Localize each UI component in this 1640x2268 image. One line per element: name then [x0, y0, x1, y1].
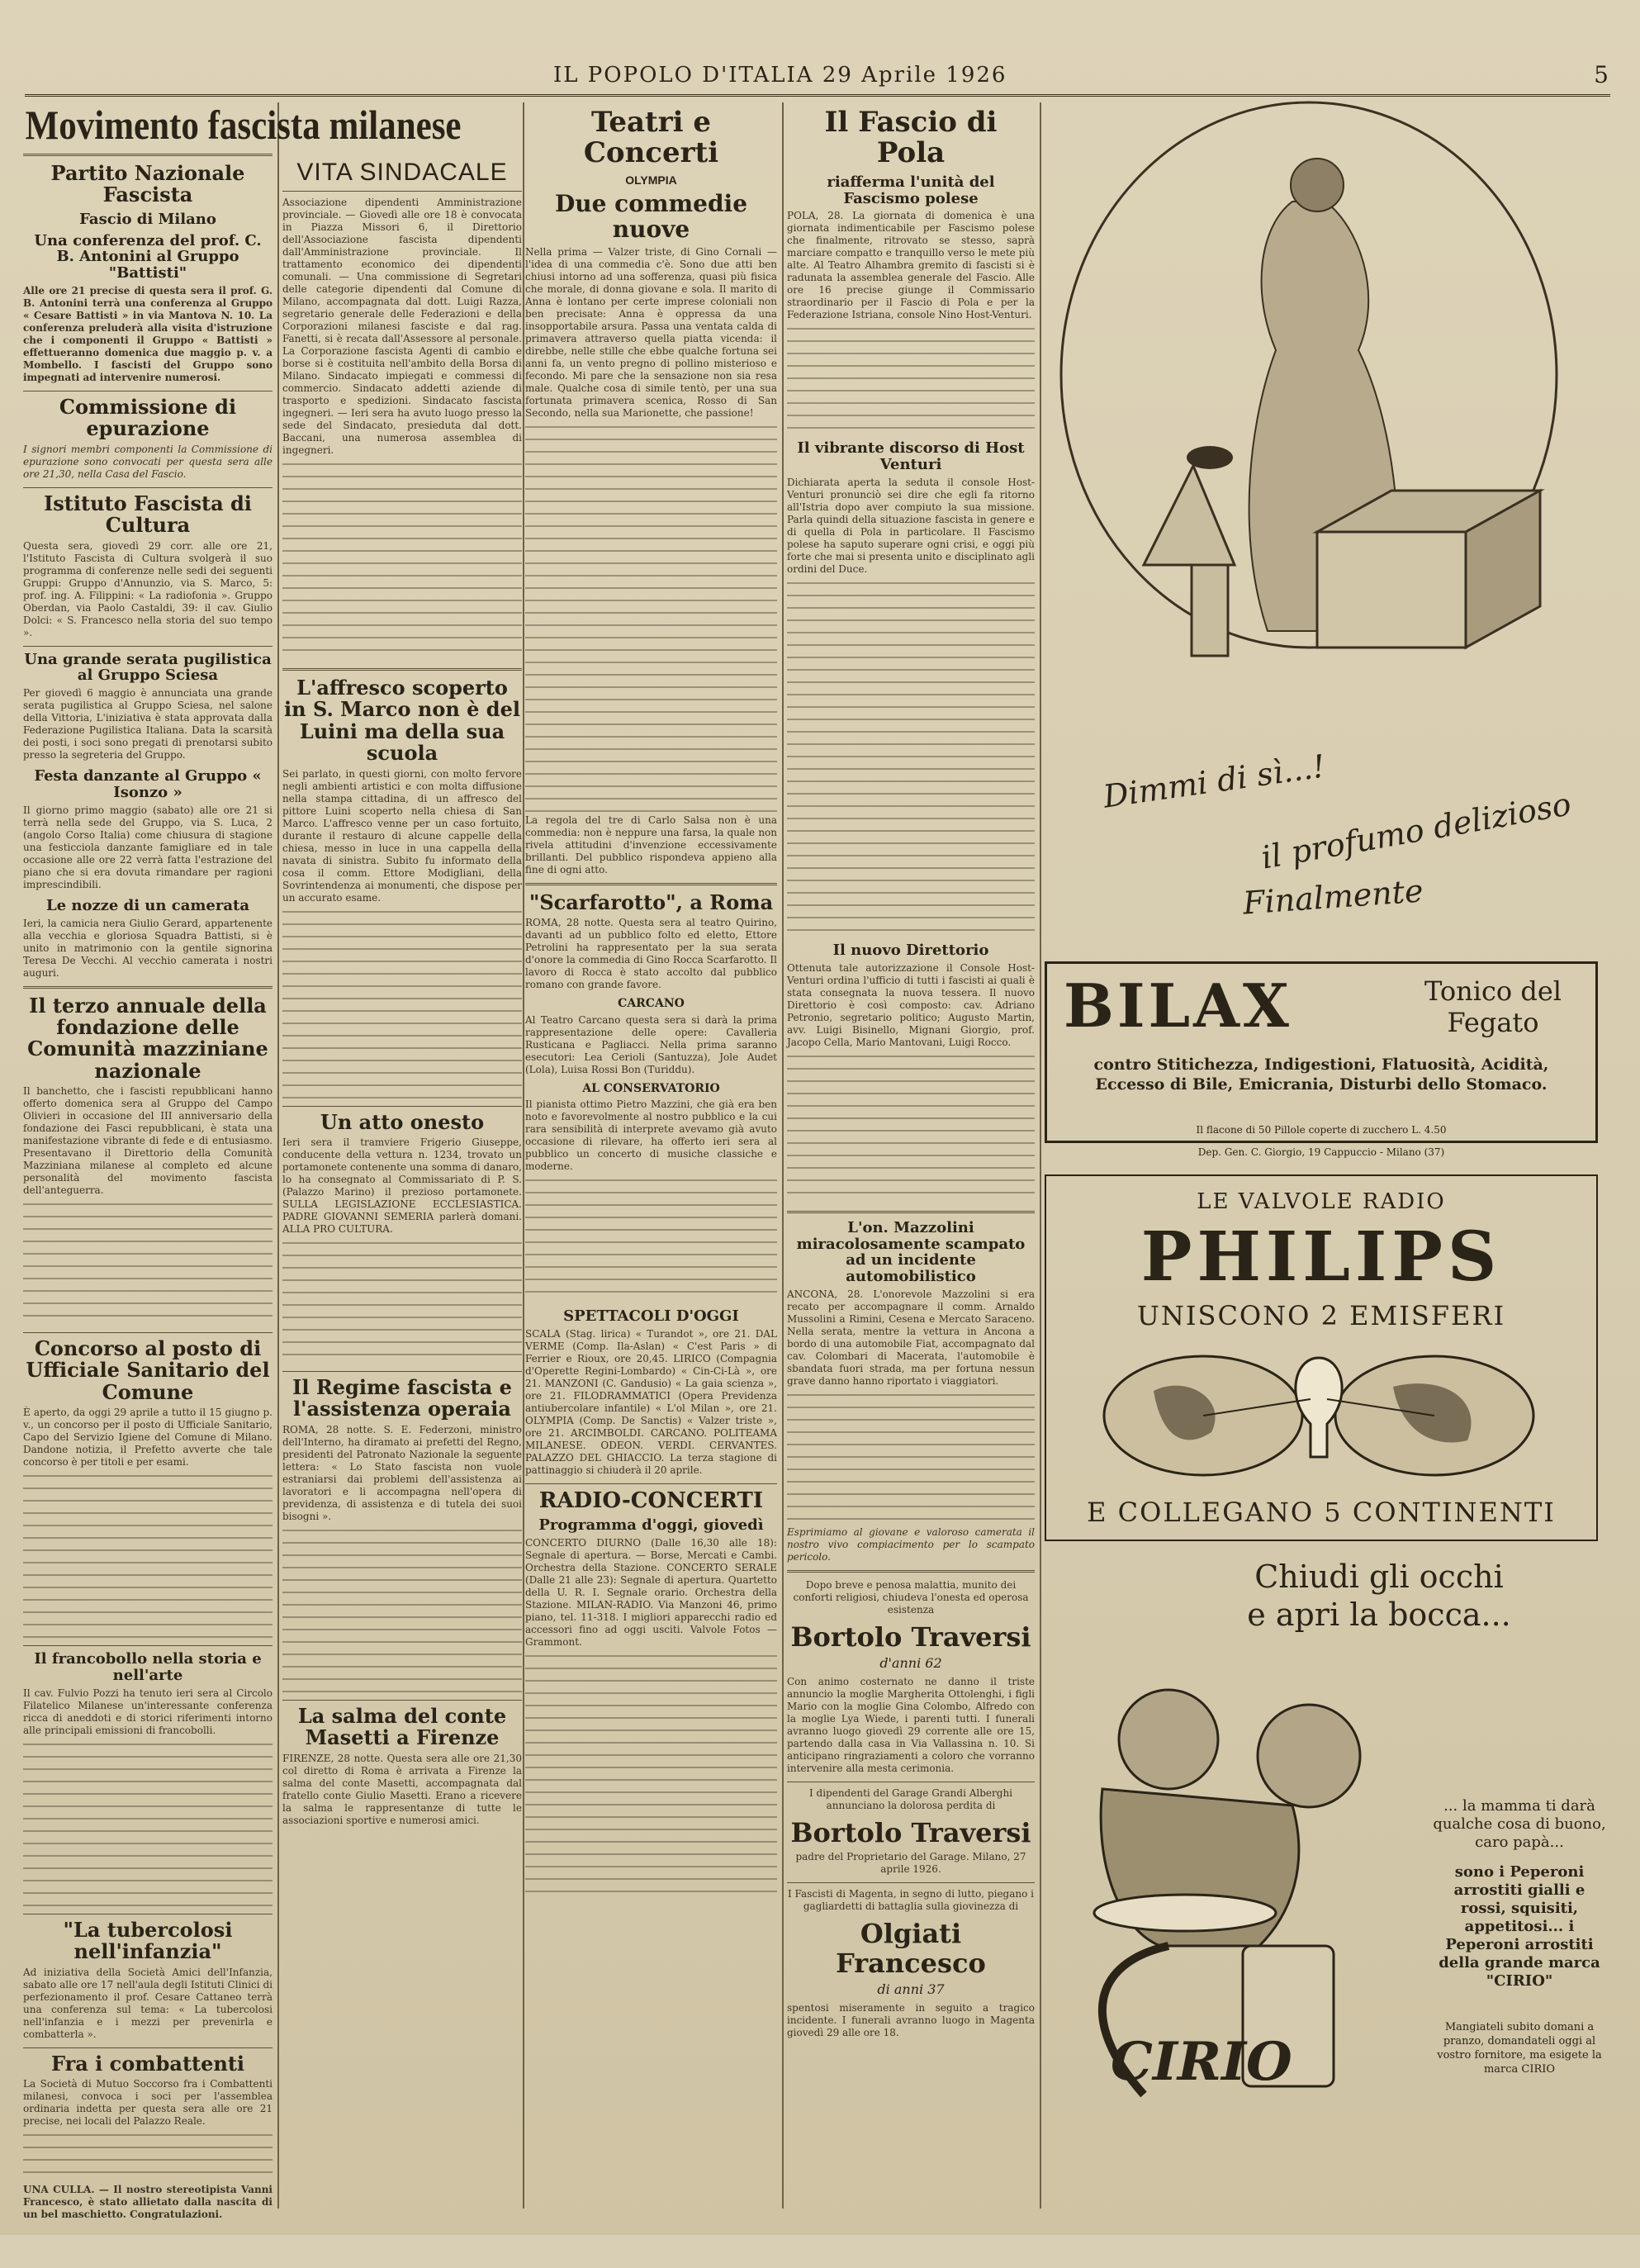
cirio-text: sono i Peperoni arrostiti gialli e rossi, squisiti, appetitosi... i Peperoni arrostiti della grande marca "CIRIO"	[1439, 1863, 1600, 1990]
cirio-ad	[1045, 1558, 1614, 2136]
headline: Una grande serata pugilistica al Gruppo Sciesa	[24, 650, 272, 685]
text-block	[282, 911, 522, 1101]
ad-signature: Finalmente	[1241, 872, 1424, 922]
article-text: È aperto, da oggi 29 aprile a tutto il 15 giugno p. v., un concorso per il posto di Ufficiale Sanitario, Capo del Servizio Igiene del Comune di Milano. Dandone notizia, il Prefetto avverte che tale concorso è per titoli e per esami.	[23, 1407, 273, 1469]
philips-slogan: UNISCONO 2 EMISFERI	[1136, 1300, 1506, 1331]
article-text: ROMA, 28 notte. Questa sera al teatro Quirino, davanti ad un pubblico folto ed eletto, Ettore Petrolini ha rappresentato per la sua serata d'onore la commedia di Gino Rocca Scarfarotto. Il lavoro di Rocca è stato accolto dal pubblico romano con grande favore.	[525, 917, 777, 991]
headline: Le nozze di un camerata	[45, 896, 249, 914]
article-text: CONCERTO DIURNO (Dalle 16,30 alle 18): Segnale di apertura. — Borse, Mercati e Cambi. Orchestra della Stazione. CONCERTO SERALE (Dalle 21 alle 23): Segnale di apertura. Quartetto della U. R. I. Segnale orario. Orchestra della Stazione. MILAN-RADIO. Via Manzoni 46, primo piano, tel. 11-318. I migliori apparecchi radio ed accessori fino ad oggi usciti. Valvole Fotos — Grammont.	[525, 1537, 777, 1649]
column-2	[282, 154, 522, 2268]
cirio-headline: Chiudi gli occhi	[1254, 1559, 1504, 1595]
headline: "Scarfarotto", a Roma	[528, 890, 774, 914]
headline: Il nuovo Direttorio	[832, 941, 989, 959]
philips-continents: E COLLEGANO 5 CONTINENTI	[1087, 1497, 1556, 1528]
headline: Programma d'oggi, giovedì	[538, 1516, 764, 1535]
article-text: Nella prima — Valzer triste, di Gino Cornali — l'idea di una commedia c'è. Sono due atti ben chiusi intorno ad una sofferenza, quasi più fisica che morale, di donna giovane e sola. Il marito di Anna è lontano per certe imprese coloniali non ben precisate: Anna è oppressa da una insopportabile arsura. Passa una ventata calda di primavera attraverso quella piatta vicenda: il direbbe, nelle stille che ebbe qualche fortuna sei anni fa, un vento pregno di pollino misterioso e fecondo. Mi pare che la sensazione non sia resa male. Qualche cosa di simile tentò, per una sua fortunata primavera scenica, Rosso di San Secondo, nella sua Marionette, che passione!	[525, 245, 777, 419]
obituary-age: d'anni 62	[879, 1655, 942, 1672]
perfume-illustration	[1045, 102, 1614, 747]
headline: Partito Nazionale Fascista	[50, 161, 245, 207]
headline: Festa danzante al Gruppo « Isonzo »	[34, 767, 262, 801]
article-text: SCALA (Stag. lirica) « Turandot », ore 21. DAL VERME (Comp. Ila-Aslan) « C'est Paris » di Ferrier e Rioux, ore 20,45. LIRICO (Compagnia d'Operette Regini-Lombardo) « Cin-Ci-Là », ore 21. MANZONI (C. Gandusio) « La gaia scienza », ore 21. FILODRAMMATICI (Opera Previdenza antiubercolare infantile) « L'ol Milan », ore 21. OLYMPIA (Comp. De Sanctis) « Valzer triste », ore 21. ARCIMBOLDI. CARCANO. POLITEAMA MILANESE. ODEON. VERDI. CERVANTES. PALAZZO DEL GHIACCIO. La terza stagione di pattinaggio si chiuderà il 20 aprile.	[525, 1327, 777, 1476]
text-block	[282, 463, 522, 662]
article-text: POLA, 28. La giornata di domenica è una giornata indimenticabile per Fascismo polese che finalmente, ritrovato se stesso, saprà marciare compatto e tranquillo verso le mete più alte. Al Teatro Alhambra gremito di fascisti si è radunata la assemblea generale del Fascio. Alle ore 16 precise giunge il Commissario straordinario per il Fascio di Pola e per la Federazione Istriana, console Nino Host-Venturi.	[787, 210, 1035, 321]
text-block	[23, 1475, 273, 1640]
philips-ad	[1045, 1174, 1598, 1541]
column-rule	[782, 102, 784, 2209]
ad-signature: Dimmi di sì...!	[1101, 747, 1328, 815]
obituary-text: spentosi miseramente in seguito a tragico incidente. I funerali avranno luogo in Magenta giovedì 29 alle ore 18.	[787, 2001, 1035, 2038]
globe-icon	[1088, 1341, 1550, 1482]
section-title: Movimento fascista milanese	[25, 102, 462, 148]
cirio-text: Mangiateli subito domani a pranzo, domandateli oggi al vostro fornitore, ma esigete la marca CIRIO	[1437, 2021, 1602, 2076]
article-text: Al Teatro Carcano questa sera si darà la prima rappresentazione delle opere: Cavalleria Rusticana e Pagliacci. Nella prima saranno esecutori: Lea Cerioli (Santuzza), Jole Audet (Lola), Luisa Rossi Bon (Turiddu).	[525, 1013, 777, 1075]
headline: Il vibrante discorso di Host Venturi	[797, 439, 1025, 474]
column-rule	[523, 102, 524, 2209]
headline: Fra i combattenti	[50, 2051, 245, 2076]
article-text: UNA CULLA. — Il nostro stereotipista Vanni Francesco, è stato allietato dalla nascita di un bel maschietto. Congratulazioni.	[23, 2184, 273, 2221]
headline: L'on. Mazzolini miracolosamente scampato ad un incidente automobilistico	[796, 1218, 1026, 1286]
headline: Commissione di epurazione	[59, 394, 237, 441]
headline: Un atto onesto	[320, 1109, 485, 1134]
headline: Il terzo annuale della fondazione delle Comunità mazziniane nazionale	[27, 993, 268, 1083]
text-block	[787, 582, 1035, 937]
text-block	[23, 1203, 273, 1327]
headline: OLYMPIA	[625, 173, 677, 187]
obituary-text: Con animo costernato ne danno il triste annuncio la moglie Margherita Ottolenghi, i figli Mario con la moglie Gina Colombo, Alfredo con la moglie Lya Wiede, i parenti tutti. I funerali avranno luogo giovedì 29 corrente alle ore 15, partendo dalla casa in Via Vallassina n. 10. Si anticipano ringraziamenti a coloro che vorranno intervenire alla mesta cerimonia.	[787, 1676, 1035, 1775]
article-text: Per giovedì 6 maggio è annunciata una grande serata pugilistica al Gruppo Sciesa, nel salone della Vittoria, L'iniziativa è stata approvata dalla Federazione Pugilistica Italiana. Data la scarsità dei posti, i soci sono pregati di prenotarsi subito presso la segreteria del Gruppo.	[23, 687, 273, 762]
headline: Il francobollo nella storia e nell'arte	[34, 1650, 262, 1685]
text-block	[787, 1394, 1035, 1526]
text-block	[282, 1530, 522, 1695]
headline: Due commedie nuove	[554, 190, 748, 243]
obituary-name: Bortolo Traversi	[790, 1817, 1031, 1849]
article-text: La Società di Mutuo Soccorso fra i Combattenti milanesi, convoca i soci per l'assemblea ordinaria indetta per questa sera alle ore 21 precise, nei locali del Palazzo Reale.	[23, 2078, 273, 2128]
bilax-price: Il flacone di 50 Pillole coperte di zucchero L. 4.50	[1196, 1124, 1447, 1136]
philips-brand: PHILIPS	[1140, 1217, 1502, 1297]
ads-column	[1045, 102, 1614, 2217]
philips-top: LE VALVOLE RADIO	[1197, 1189, 1446, 1214]
article-text: Alle ore 21 precise di questa sera il prof. G. B. Antonini terrà una conferenza al Gruppo « Cesare Battisti » in via Mantova N. 10. La conferenza preluderà alla visita d'istruzione che i componenti il Gruppo « Battisti » effettueranno domenica due maggio p. v. a Mombello. I fascisti del Gruppo sono impegnati ad intervenire numerosi.	[23, 284, 273, 383]
headline: Una conferenza del prof. C. B. Antonini al Gruppo "Battisti"	[34, 231, 262, 282]
obituary-text: I dipendenti del Garage Grandi Alberghi annunciano la dolorosa perdita di	[808, 1787, 1013, 1812]
bilax-tagline: Tonico del Fegato	[1424, 975, 1562, 1038]
text-block	[282, 1242, 522, 1366]
article-text: Il pianista ottimo Pietro Mazzini, che già era ben noto e favorevolmente al nostro pubblico e la cui rara sensibilità di interprete avevamo già avuto occasione di rilevare, ha offerto ieri sera al pubblico un concerto di musiche classiche e moderne.	[525, 1098, 777, 1172]
headline: CARCANO	[618, 997, 685, 1011]
ad-signature: il profumo delizioso	[1258, 785, 1574, 876]
obituary-text: padre del Proprietario del Garage. Milano, 27 aprile 1926.	[795, 1851, 1026, 1876]
headline: "La tubercolosi nell'infanzia"	[63, 1917, 233, 1964]
headline: riafferma l'unità del Fascismo polese	[827, 173, 995, 207]
headline: L'affresco scoperto in S. Marco non è del Luini ma della sua scuola	[284, 676, 520, 766]
article-text: Ieri, la camicia nera Giulio Gerard, appartenente alla vecchia e gloriosa Squadra Battisti, si è unito in matrimonio con la gentile signorina Teresa De Vecchi. Al vecchio camerata i nostri auguri.	[23, 917, 273, 979]
obituary-age: di anni 37	[877, 1981, 945, 1997]
headline: Il Fascio di Pola	[824, 106, 998, 170]
obituary-text: I Fascisti di Magenta, in segno di lutto, piegano i gagliardetti di battaglia sulla giovinezza di	[787, 1888, 1034, 1913]
obituary-name: Bortolo Traversi	[790, 1620, 1031, 1653]
article-text: Ottenuta tale autorizzazione il Console Host-Venturi ordina l'ufficio di tutti i fascisti ai quali è stata consegnata la nuova tessera. Il nuovo Direttorio è così composto: cav. Adriano Petronio, segretario politico; Augusto Martin, avv. Luigi Bisinello, Mignani Giorgio, prof. Jacopo Cella, Mario Mantovani, Luigi Rocco.	[787, 961, 1035, 1048]
article-text: FIRENZE, 28 notte. Questa sera alle ore 21,30 col diretto di Roma è arrivata a Firenze la salma del conte Masetti, accompagnata dal fratello conte Giulio Masetti. Erano a ricevere la salma le rappresentanze di tutte le associazioni sportive e numerosi amici.	[282, 1752, 522, 1826]
text-block	[525, 426, 777, 814]
article-text: Il banchetto, che i fascisti repubblicani hanno offerto domenica sera al Gruppo del Campo Olivieri in occasione del III anniversario della fondazione dei Fasci repubblicani, è stata una manifestazione vibrante di fede e di entusiasmo. Presentavano il Direttorio della Comunità Mazziniana milanese al completo ed alcune personalità del movimento fascista dell'anteguerra.	[23, 1085, 273, 1197]
column-4	[787, 102, 1035, 2217]
bilax-brand: BILAX	[1064, 970, 1292, 1041]
masthead	[25, 58, 1610, 97]
cirio-headline: e apri la bocca...	[1247, 1597, 1511, 1633]
article-text: Sei parlato, in questi giorni, con molto fervore negli ambienti artistici e con molta diffusione nella stampa cittadina, di un affresco del pittore Luini scoperto nella chiesa di San Marco. L'affresco venne per un caso fortuito, durante il restauro di alcune cappelle della chiesa, messo in luce in una cappella della navata di sinistra. Subito fu informato della cosa il comm. Ettore Modigliani, della Sovrintendenza ai monumenti, che dispose per un accurato esame.	[282, 767, 522, 904]
obituary-name: Olgiati Francesco	[836, 1918, 986, 1979]
article-text: Questa sera, giovedì 29 corr. alle ore 21, l'Istituto Fascista di Cultura svolgerà il suo programma di conferenze nelle sedi dei seguenti Gruppi: Gruppo d'Annunzio, via S. Marco, 5: prof. ing. A. Filippini: « La radiofonia ». Gruppo Oberdan, via Paolo Castaldi, 39: il cav. Giulio Dolci: « S. Francesco nella storia del suo tempo ».	[23, 539, 273, 638]
bilax-depot: Dep. Gen. C. Giorgio, 19 Cappuccio - Milano (37)	[1197, 1146, 1445, 1158]
column-rule	[1040, 102, 1041, 2209]
cirio-logo: CIRIO	[1111, 2031, 1292, 2093]
article-text: Il giorno primo maggio (sabato) alle ore 21 si terrà nella sede del Gruppo, via S. Luca, 2 (angolo Corso Italia) come chiusura di stagione una festicciola danzante famigliare ed in tale occasione alle ore 22 verrà fatta l'estrazione del piano che si era dovuta rimandare per ragioni imprescindibili.	[23, 804, 273, 890]
cirio-text: ... la mamma ti darà qualche cosa di buono, caro papà...	[1433, 1797, 1606, 1851]
column-3	[525, 102, 777, 2217]
text-block	[23, 2134, 273, 2184]
article-text: Ad iniziativa della Società Amici dell'Infanzia, sabato alle ore 17 nell'aula degli Istituti Clinici di perfezionamento il prof. Cesare Cattaneo terrà una conferenza sul tema: « La tubercolosi nell'infanzia e i mezzi per prevenirla e combatterla ».	[23, 1966, 273, 2040]
headline: Istituto Fascista di Cultura	[44, 491, 252, 538]
headline: Il Regime fascista e l'assistenza operaia	[292, 1374, 512, 1421]
obituary-text: Dopo breve e penosa malattia, munito dei conforti religiosi, chiudeva l'onesta ed operosa esistenza	[793, 1578, 1029, 1616]
article-text: Il cav. Fulvio Pozzi ha tenuto ieri sera al Circolo Filatelico Milanese un'interessante conferenza ricca di aneddoti e di storici riferimenti intorno alle principali emissioni di francobolli.	[23, 1687, 273, 1736]
headline: Teatri e Concerti	[583, 106, 719, 170]
masthead-title: IL POPOLO D'ITALIA 29 Aprile 1926	[553, 63, 1007, 88]
article-text: Esprimiamo al giovane e valoroso camerata il nostro vivo compiacimento per lo scampato pericolo.	[787, 1525, 1035, 1563]
headline: Concorso al posto di Ufficiale Sanitario del Comune	[26, 1336, 270, 1404]
article-text: La regola del tre di Carlo Salsa non è una commedia: non è neppure una farsa, la quale non rivela attitudini d'invenzione eccessivamente brillanti. Del pubblico rispondeva appieno alla fine di ogni atto.	[525, 814, 777, 875]
text-block	[525, 1179, 777, 1303]
article-text: ROMA, 28 notte. S. E. Federzoni, ministro dell'Interno, ha diramato ai prefetti del Regno, presidenti del Patronato Nazionale la seguente lettera: « Lo Stato fascista non vuole estraniarsi dai problemi dell'assistenza ai lavoratori e li accompagna nell'opera di previdenza, di assistenza e di tutela dei suoi bisogni ».	[282, 1423, 522, 1522]
headline: VITA SINDACALE	[296, 159, 508, 186]
headline: Fascio di Milano	[79, 210, 216, 228]
text-block	[525, 1655, 777, 1903]
article-text: I signori membri componenti la Commissione di epurazione sono convocati per questa sera alle ore 21,30, nella Casa del Fascio.	[23, 443, 273, 480]
headline: La salma del conte Masetti a Firenze	[297, 1703, 507, 1750]
headline: AL CONSERVATORIO	[582, 1081, 720, 1095]
article-text: Ieri sera il tramviere Frigerio Giuseppe, conducente della vettura n. 1234, trovato un portamonete contenente una somma di danaro, lo ha consegnato al Commissariato di P. S. (Palazzo Marino) il prezioso portamonete. SULLA LEGISLAZIONE ECCLESIASTICA. PADRE GIOVANNI SEMERIA parlerà domani. ALLA PRO CULTURA.	[282, 1136, 522, 1235]
text-block	[787, 1056, 1035, 1204]
article-text: Associazione dipendenti Amministrazione provinciale. — Giovedì alle ore 18 è convocata in Piazza Missori 6, il Direttorio dell'Associazione fascista dipendenti dall'Amministrazione provinciale. Il trattamento economico dei dipendenti comunali. — Una commissione di Segretari delle categorie dipendenti dal Comune di Milano, accompagnata dal dott. Luigi Razza, segretario generale delle Federazioni e della Corporazioni milanesi fasciste e dal rag. Fanetti, si è recata dall'Assessore al personale. La Corporazione fascista Agenti di cambio e borse si è costituita nell'ambito della Borsa di Milano. Sindacato impiegati e commessi di commercio. Sindacato addetti aziende di trasporto e spedizioni. Sindacato fascista ingegneri. — Ieri sera ha avuto luogo presso la sede del Sindacato, presieduta dal dott. Baccani, una numerosa assemblea di ingegneri.	[282, 197, 522, 456]
bilax-ad	[1045, 961, 1598, 1143]
article-text: Dichiarata aperta la seduta il console Host-Venturi pronunciò sei dire che egli fa ritorno all'Istria dopo aver compiuto la sua missione. Parla quindi della situazione fascista in genere e di quella di Pola in particolare. Il Fascismo polese ha saputo superare ogni crisi, e oggi più forte che mai si presenta unito e disciplinato agli ordini del Duce.	[787, 476, 1035, 575]
column-rule	[277, 102, 279, 2209]
headline: RADIO-CONCERTI	[538, 1487, 764, 1513]
bilax-description: contro Stitichezza, Indigestioni, Flatuosità, Acidità, Eccesso di Bile, Emicrania, Disturbi dello Stomaco.	[1093, 1056, 1549, 1094]
article-text: ANCONA, 28. L'onorevole Mazzolini si era recato per accompagnare il comm. Arnaldo Mussolini a Rimini, Cesena e Mercato Saraceno. Nella serata, mentre la vettura in Ancona a bordo di una automobile Fiat, accompagnato dal cav. Colombari di Macerata, l'automobile è sbandata fuori strada, ma per fortuna nessun grave danno hanno riportato i viaggiatori.	[787, 1288, 1035, 1387]
page-number: 5	[1594, 61, 1610, 88]
text-block	[787, 328, 1035, 435]
headline: SPETTACOLI D'OGGI	[563, 1307, 739, 1325]
text-block	[23, 1744, 273, 1909]
